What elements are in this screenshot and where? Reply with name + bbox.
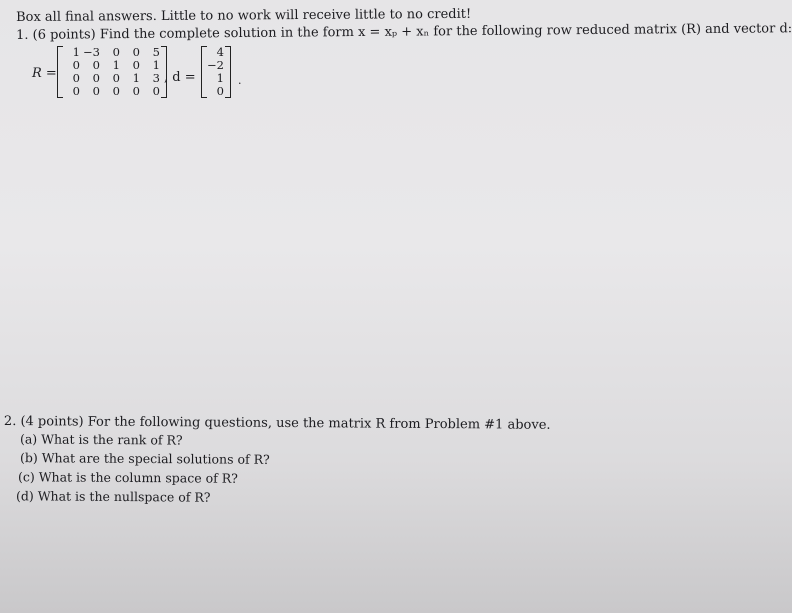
problem-1-matrices bbox=[28, 46, 258, 116]
problem-2-part-a: (a) What is the rank of R? bbox=[19, 431, 183, 448]
right-bracket bbox=[225, 46, 231, 98]
matrix-r-entry: 0 bbox=[72, 58, 80, 72]
matrix-r-entry: 1 bbox=[152, 58, 160, 72]
vector-d-entry: 0 bbox=[216, 84, 224, 98]
problem-2-text: 2. (4 points) For the following questions, use the matrix R from Problem #1 above. bbox=[3, 414, 551, 433]
instructions-header: Box all final answers. Little to no work will receive little to no credit! bbox=[16, 6, 472, 25]
matrix-r bbox=[62, 46, 162, 98]
matrix-r-entry: 0 bbox=[112, 84, 120, 98]
vector-d-label: , d = bbox=[164, 70, 196, 85]
vector-d-entry: −2 bbox=[207, 58, 224, 72]
matrix-r-entry: 5 bbox=[152, 45, 160, 59]
matrix-r-entry: 0 bbox=[132, 58, 140, 72]
problem-2-part-c: (c) What is the column space of R? bbox=[17, 469, 238, 486]
problem-2-part-d: (d) What is the nullspace of R? bbox=[15, 488, 211, 505]
matrix-r-entry: 1 bbox=[72, 45, 80, 59]
matrix-r-entry: 0 bbox=[92, 58, 100, 72]
matrix-r-entry: 0 bbox=[72, 84, 80, 98]
matrix-r-label: R = bbox=[32, 66, 57, 81]
matrix-r-entry: 0 bbox=[132, 45, 140, 59]
matrix-r-entry: 3 bbox=[152, 71, 160, 85]
problem-1-text: 1. (6 points) Find the complete solution in the form x = xₚ + xₙ for the following row reduced matrix (R) and vector d: bbox=[16, 21, 792, 43]
matrix-r-entry: 0 bbox=[152, 84, 160, 98]
matrix-r-entry: 0 bbox=[72, 71, 80, 85]
problem-2-part-b: (b) What are the special solutions of R? bbox=[19, 450, 270, 467]
matrix-r-entry: 1 bbox=[132, 71, 140, 85]
vector-d-row bbox=[206, 85, 226, 98]
matrix-r-entry: −3 bbox=[83, 45, 100, 59]
matrix-r-entry: 1 bbox=[112, 58, 120, 72]
vector-d bbox=[206, 46, 226, 98]
left-bracket bbox=[57, 46, 63, 98]
period-mark: . bbox=[238, 74, 242, 87]
matrix-r-entry: 0 bbox=[132, 84, 140, 98]
left-bracket bbox=[201, 46, 207, 98]
matrix-r-entry: 0 bbox=[92, 84, 100, 98]
matrix-r-row bbox=[62, 85, 162, 98]
matrix-r-entry: 0 bbox=[112, 45, 120, 59]
matrix-r-entry: 0 bbox=[112, 71, 120, 85]
vector-d-entry: 4 bbox=[216, 45, 224, 59]
matrix-r-entry: 0 bbox=[92, 71, 100, 85]
vector-d-entry: 1 bbox=[216, 71, 224, 85]
